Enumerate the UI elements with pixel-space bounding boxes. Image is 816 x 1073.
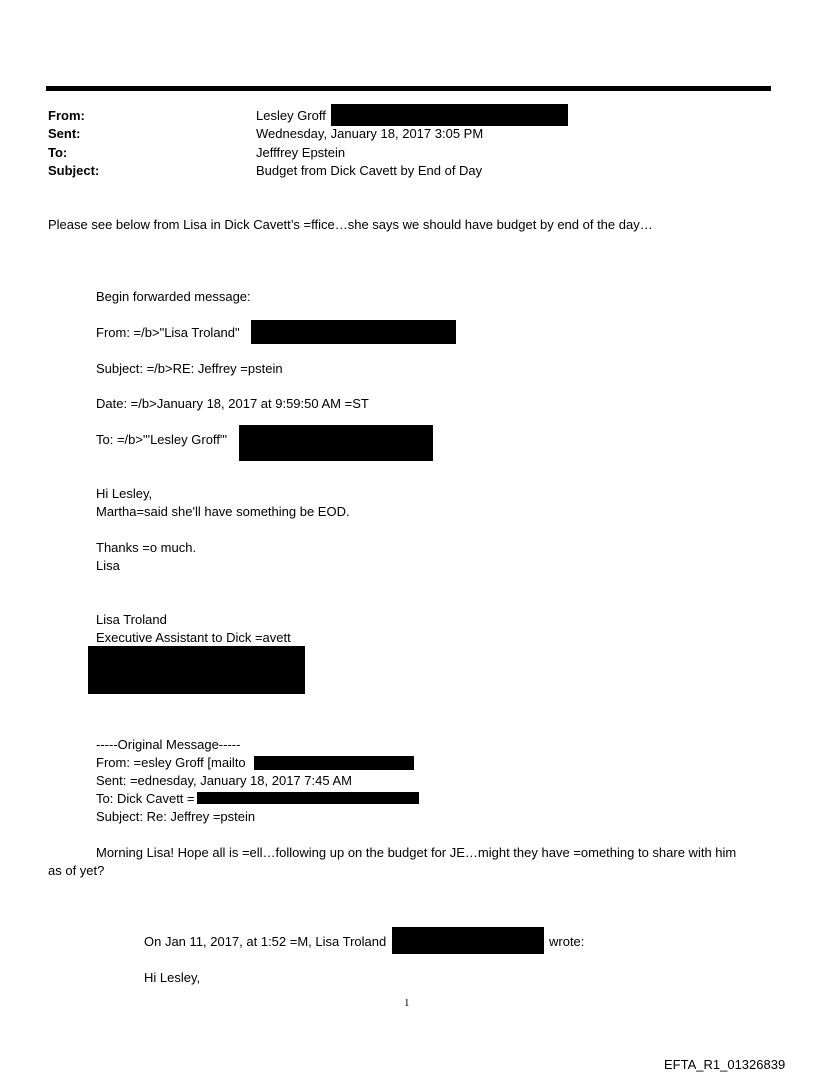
redaction-box [88,646,305,694]
forwarded-from: From: =/b>"Lisa Troland" [96,325,240,340]
to-value: Jefffrey Epstein [256,145,346,160]
reply-thanks: Thanks =o much. [96,540,197,555]
forwarded-begin: Begin forwarded message: [96,289,251,304]
forwarded-to: To: =/b>"'Lesley Groff'" [96,432,228,447]
original-body-line: as of yet? [48,863,105,878]
reply-line: Martha=said she'll have something be EOD. [96,504,350,519]
original-to: To: Dick Cavett = [96,791,195,806]
earlier-greeting: Hi Lesley, [144,970,201,985]
subject-label: Subject: [48,163,100,178]
forwarded-subject: Subject: =/b>RE: Jeffrey =pstein [96,361,283,376]
redaction-box [254,756,414,770]
earlier-header-end: wrote: [549,934,585,949]
redaction-box [331,104,568,126]
from-label: From: [48,108,85,123]
header-rule [46,86,771,91]
original-body-line: Morning Lisa! Hope all is =ell…following up on the budget for JE…might they have =omething to share with him [96,845,737,860]
forwarded-date: Date: =/b>January 18, 2017 at 9:59:50 AM =ST [96,396,369,411]
redaction-box [239,425,433,461]
redaction-box [392,927,544,954]
intro-text: Please see below from Lisa in Dick Cavett’s =ffice…she says we should have budget by end of the day… [48,217,653,232]
document-id: EFTA_R1_01326839 [664,1057,786,1072]
original-divider: -----Original Message----- [96,737,241,752]
signature-title: Executive Assistant to Dick =avett [96,630,291,645]
sent-value: Wednesday, January 18, 2017 3:05 PM [256,126,484,141]
reply-greeting: Hi Lesley, [96,486,153,501]
reply-name: Lisa [96,558,120,573]
page-number: 1 [404,997,410,1009]
signature-name: Lisa Troland [96,612,167,627]
redaction-box [251,320,456,344]
from-value: Lesley Groff [256,108,326,123]
sent-label: Sent: [48,126,81,141]
original-sent: Sent: =ednesday, January 18, 2017 7:45 AM [96,773,352,788]
to-label: To: [48,145,68,160]
original-from: From: =esley Groff [mailto [96,755,246,770]
redaction-box [197,792,419,804]
earlier-header: On Jan 11, 2017, at 1:52 =M, Lisa Troland [144,934,387,949]
subject-value: Budget from Dick Cavett by End of Day [256,163,483,178]
original-subject: Subject: Re: Jeffrey =pstein [96,809,256,824]
